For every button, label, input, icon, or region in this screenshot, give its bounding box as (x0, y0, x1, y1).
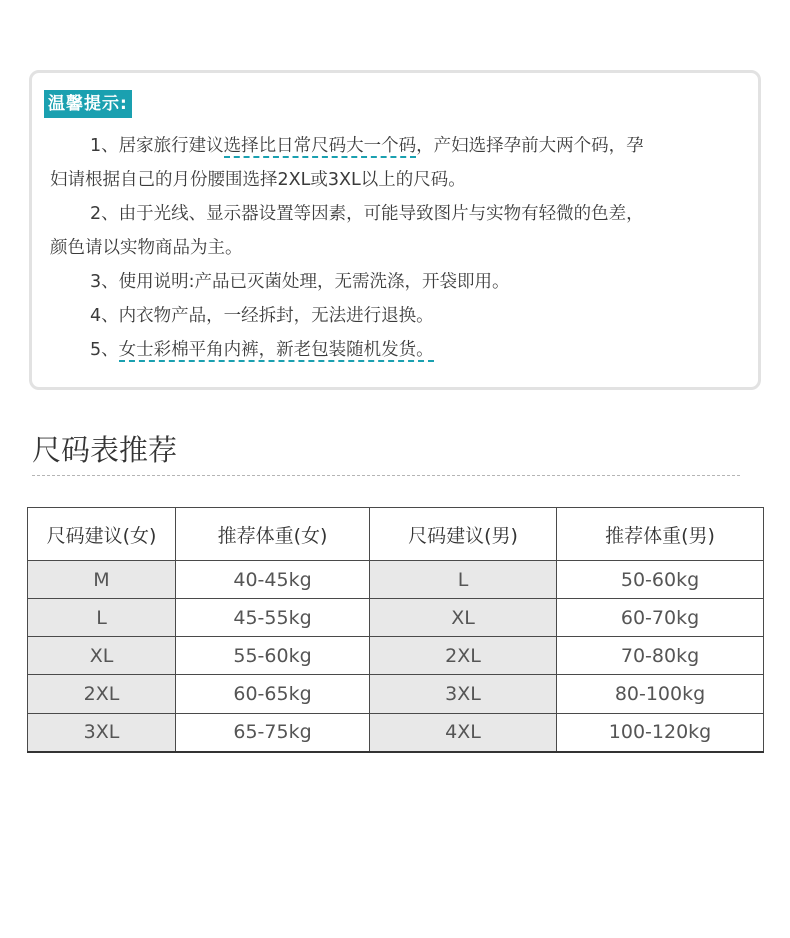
cell-weight-men: 100-120kg (557, 713, 764, 752)
cell-size-women: 3XL (28, 713, 176, 752)
table-row (28, 599, 764, 637)
notice-item-2-line1: 2、由于光线、显示器设置等因素，可能导致图片与实物有轻微的色差， (90, 204, 644, 224)
cell-size-men: 4XL (370, 713, 557, 752)
header-size-men: 尺码建议(男) (370, 508, 557, 561)
cell-weight-men: 50-60kg (557, 561, 764, 599)
notice-item-5-num: 5、 (90, 340, 119, 360)
header-weight-men: 推荐体重(男) (557, 508, 764, 561)
notice-item-2 (50, 197, 748, 265)
cell-size-women: M (28, 561, 176, 599)
cell-size-men: L (370, 561, 557, 599)
cell-weight-men: 60-70kg (557, 599, 764, 637)
cell-size-women: XL (28, 637, 176, 675)
notice-item-3-text: 3、使用说明:产品已灭菌处理，无需洗涤，开袋即用。 (90, 272, 510, 292)
header-size-women: 尺码建议(女) (28, 508, 176, 561)
notice-item-4 (50, 299, 748, 333)
cell-weight-men: 70-80kg (557, 637, 764, 675)
notice-item-4-text: 4、内衣物产品，一经拆封，无法进行退换。 (90, 306, 434, 326)
cell-weight-women: 55-60kg (176, 637, 370, 675)
cell-size-women: L (28, 599, 176, 637)
table-row (28, 713, 764, 752)
section-divider (32, 475, 740, 476)
table-row (28, 561, 764, 599)
notice-item-1 (50, 129, 748, 197)
cell-size-women: 2XL (28, 675, 176, 713)
notice-box (29, 70, 761, 390)
table-row (28, 637, 764, 675)
cell-weight-men: 80-100kg (557, 675, 764, 713)
notice-item-5 (50, 333, 748, 367)
notice-item-5-highlight: 女士彩棉平角内裤，新老包装随机发货。 (118, 340, 434, 360)
notice-item-1-cont: 妇请根据自己的月份腰围选择2XL或3XL以上的尺码。 (50, 170, 466, 190)
cell-weight-women: 40-45kg (176, 561, 370, 599)
size-chart-title: 尺码表推荐 (32, 433, 178, 467)
notice-item-3 (50, 265, 748, 299)
table-header-row (28, 508, 764, 561)
cell-weight-women: 60-65kg (176, 675, 370, 713)
cell-weight-women: 45-55kg (176, 599, 370, 637)
size-table (27, 507, 764, 753)
notice-list (50, 129, 748, 367)
cell-size-men: 3XL (370, 675, 557, 713)
notice-item-1-text-2: ，产妇选择孕前大两个码，孕 (416, 136, 644, 156)
cell-weight-women: 65-75kg (176, 713, 370, 752)
notice-title: 温馨提示: (44, 90, 132, 118)
cell-size-men: XL (370, 599, 557, 637)
notice-item-1-highlight: 选择比日常尺码大一个码 (223, 136, 417, 156)
notice-item-1-text: 1、居家旅行建议 (90, 136, 224, 156)
table-row (28, 675, 764, 713)
notice-item-2-line2: 颜色请以实物商品为主。 (50, 238, 243, 258)
header-weight-women: 推荐体重(女) (176, 508, 370, 561)
cell-size-men: 2XL (370, 637, 557, 675)
